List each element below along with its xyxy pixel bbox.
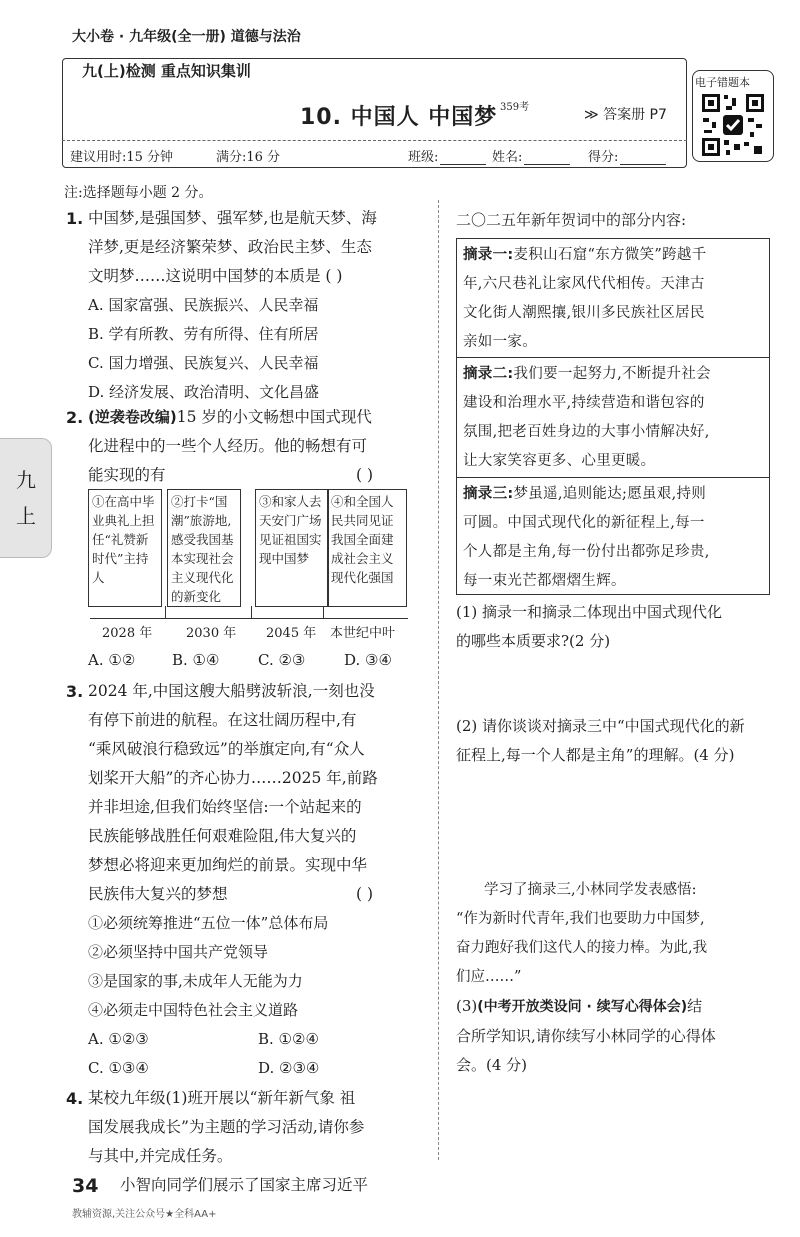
q2-option-d[interactable]: D. ③④ — [344, 651, 392, 669]
name-label: 姓名: — [492, 150, 523, 165]
question-3-items — [88, 909, 428, 1025]
q3-stem-line: 有停下前进的航程。在这壮阔历程中,有 — [88, 711, 357, 729]
q1-stem-line: 洋梦,更是经济繁荣梦、政治民主梦、生态 — [88, 238, 372, 256]
q3-stem-line: 民族伟大复兴的梦想 — [88, 885, 228, 903]
sub-question-1-line: (1) 摘录一和摘录二体现出中国式现代化 — [456, 603, 723, 621]
q3-option-c[interactable]: C. ①③④ — [88, 1059, 149, 1077]
class-label: 班级: — [408, 150, 439, 165]
q4-stem-line: 与其中,并完成任务。 — [88, 1147, 233, 1165]
side-tab-line2: 上 — [16, 504, 36, 528]
sub-question-3-prefix: (3) — [456, 997, 478, 1015]
page-number: 34 — [72, 1175, 99, 1197]
suggested-time: 建议用时:15 分钟 — [70, 150, 174, 165]
excerpt-1-line: 麦积山石窟“东方微笑”跨越千 — [513, 247, 707, 263]
sub-question-3 — [456, 992, 780, 1080]
timeline-year-2: 2030 年 — [186, 626, 237, 641]
question-1-stem — [88, 204, 428, 291]
timeline-tick — [251, 606, 252, 618]
sub-question-3-line: 会。(4 分) — [456, 1056, 528, 1074]
lesson-title: 10. 中国人 中国梦 — [300, 105, 498, 130]
q3-stem-line: 民族能够战胜任何艰难险阻,伟大复兴的 — [88, 827, 357, 845]
timeline-year-1: 2028 年 — [102, 626, 153, 641]
excerpt-2-line: 让大家笑容更多、心里更暖。 — [463, 453, 656, 469]
side-tab-label — [16, 462, 36, 534]
timeline-year-4: 本世纪中叶 — [330, 626, 396, 641]
excerpt-3-line: 可圆。中国式现代化的新征程上,每一 — [463, 515, 705, 531]
q2-stem-line: 化进程中的一些个人经历。他的畅想有可 — [88, 437, 368, 455]
q2-option-b[interactable]: B. ①④ — [172, 651, 220, 669]
q1-stem-line: 中国梦,是强国梦、强军梦,也是航天梦、海 — [88, 209, 377, 227]
q1-option-b[interactable]: B. 学有所教、劳有所得、住有所居 — [88, 325, 319, 343]
q3-stem-line: 2024 年,中国这艘大船劈波斩浪,一刻也没 — [88, 682, 375, 700]
excerpt-1-box — [456, 238, 770, 358]
qr-code-icon[interactable] — [700, 92, 766, 158]
excerpt-1-label: 摘录一: — [463, 247, 514, 263]
excerpt-2-line: 建设和治理水平,持续营造和谐包容的 — [463, 395, 705, 411]
timeline-tick — [323, 606, 324, 618]
class-field[interactable] — [408, 146, 486, 165]
excerpt-2-line: 我们要一起努力,不断提升社会 — [513, 366, 711, 382]
q4-intro: 小智向同学们展示了国家主席习近平 — [120, 1176, 369, 1194]
q3-item: ④必须走中国特色社会主义道路 — [88, 1001, 299, 1019]
q1-option-d[interactable]: D. 经济发展、政治清明、文化昌盛 — [88, 383, 320, 401]
excerpt-3-line: 梦虽遥,追则能达;愿虽艰,持则 — [513, 486, 707, 502]
sub-question-2-line: (2) 请你谈谈对摘录三中“中国式现代化的新 — [456, 717, 745, 735]
sub-question-1 — [456, 598, 776, 656]
question-4-number: 4. — [66, 1089, 84, 1108]
side-tab-line1: 九 — [16, 468, 36, 492]
q3-option-d[interactable]: D. ②③④ — [258, 1059, 320, 1077]
sub-question-3-line: 合所学知识,请你续写小林同学的心得体 — [456, 1027, 716, 1045]
sub-question-1-line: 的哪些本质要求?(2 分) — [456, 632, 611, 650]
q3-stem-line: 划桨开大船”的齐心协力……2025 年,前路 — [88, 769, 378, 787]
section-label: 九(上)检测 重点知识集训 — [78, 60, 255, 81]
xiaolin-line: 们应……” — [456, 969, 522, 985]
excerpt-3-label: 摘录三: — [463, 486, 514, 502]
q3-item: ③是国家的事,未成年人无能为力 — [88, 972, 303, 990]
excerpt-3-line: 每一束光芒都熠熠生辉。 — [463, 573, 626, 589]
excerpt-2-line: 氛围,把老百姓身边的大事小情解决好, — [463, 424, 710, 440]
q2-tag: (逆袭卷改编) — [88, 408, 177, 426]
note: 注:选择题每小题 2 分。 — [64, 185, 213, 201]
excerpt-1-line: 亲如一家。 — [463, 334, 537, 350]
q3-stem-line: “乘风破浪行稳致远”的举旗定向,有“众人 — [88, 740, 365, 758]
full-score: 满分:16 分 — [216, 150, 281, 165]
xiaolin-line: “作为新时代青年,我们也要助力中国梦, — [456, 911, 705, 927]
excerpt-1-line: 文化街人潮熙攘,银川多民族社区居民 — [463, 305, 705, 321]
timeline-card-3: ③和家人去天安门广场见证祖国实现中国梦 — [255, 489, 329, 607]
xiaolin-line: 奋力跑好我们这代人的接力棒。为此,我 — [456, 940, 708, 956]
score-field[interactable] — [588, 146, 666, 165]
answer-area-3[interactable] — [456, 1080, 772, 1160]
column-divider — [438, 200, 439, 1160]
answer-area-1[interactable] — [456, 658, 772, 708]
q2-answer-paren[interactable]: ( ) — [356, 466, 374, 484]
q4-stem-line: 某校九年级(1)班开展以“新年新气象 祖 — [88, 1089, 356, 1107]
excerpt-3-line: 个人都是主角,每一份付出都弥足珍贵, — [463, 544, 710, 560]
question-3-number: 3. — [66, 682, 84, 701]
sub-question-2 — [456, 712, 776, 770]
q3-answer-paren[interactable]: ( ) — [356, 885, 374, 903]
excerpt-2-label: 摘录二: — [463, 366, 514, 382]
question-2-number: 2. — [66, 408, 84, 427]
sub-question-3-tag: (中考开放类设问 · 续写心得体会) — [477, 999, 688, 1015]
sub-question-2-line: 征程上,每一个人都是主角”的理解。(4 分) — [456, 746, 735, 764]
q2-option-c[interactable]: C. ②③ — [258, 651, 306, 669]
timeline-card-1: ①在高中毕业典礼上担任“礼赞新时代”主持人 — [88, 489, 162, 607]
sub-question-3-line: 结 — [687, 997, 703, 1015]
q3-stem-line: 梦想必将迎来更加绚烂的前景。实现中华 — [88, 856, 368, 874]
q3-option-a[interactable]: A. ①②③ — [88, 1030, 149, 1048]
timeline-axis — [90, 618, 408, 619]
xiaolin-line: 学习了摘录三,小林同学发表感悟: — [484, 882, 697, 898]
right-heading: 二〇二五年新年贺词中的部分内容: — [456, 211, 687, 229]
footer-note: 教辅资源,关注公众号★全科AA+ — [72, 1209, 217, 1220]
timeline-tick — [165, 606, 166, 618]
q3-stem-line: 并非坦途,但我们始终坚信:一个站起来的 — [88, 798, 362, 816]
q2-stem-line: 15 岁的小文畅想中国式现代 — [176, 408, 372, 426]
q3-option-b[interactable]: B. ①②④ — [258, 1030, 319, 1048]
lesson-superscript: 359考 — [500, 102, 530, 113]
question-4-stem — [88, 1084, 428, 1200]
question-3-stem — [88, 677, 428, 909]
timeline-card-4: ④和全国人民共同见证我国全面建成社会主义现代化强国 — [327, 489, 407, 607]
answer-area-2[interactable] — [456, 772, 772, 872]
excerpt-2-box — [456, 357, 770, 478]
timeline-year-3: 2045 年 — [266, 626, 317, 641]
question-2-stem — [88, 403, 428, 490]
q2-option-a[interactable]: A. ①② — [88, 651, 136, 669]
q1-stem-line: 文明梦……这说明中国梦的本质是 ( ) — [88, 267, 343, 285]
q2-stem-line: 能实现的有 — [88, 466, 166, 484]
question-1-number: 1. — [66, 209, 84, 228]
score-label: 得分: — [588, 150, 619, 165]
q3-item: ②必须坚持中国共产党领导 — [88, 943, 269, 961]
answer-reference: ≫ 答案册 P7 — [584, 107, 667, 123]
xiaolin-reflection — [456, 876, 776, 992]
q1-option-c[interactable]: C. 国力增强、民族复兴、人民幸福 — [88, 354, 319, 372]
qr-label: 电子错题本 — [695, 76, 750, 89]
q3-item: ①必须统筹推进“五位一体”总体布局 — [88, 914, 329, 932]
excerpt-1-line: 年,六尺巷礼让家风代代相传。天津古 — [463, 276, 705, 292]
book-title: 大小卷 · 九年级(全一册) 道德与法治 — [72, 29, 301, 45]
excerpt-3-box — [456, 477, 770, 595]
timeline-card-2: ②打卡“国潮”旅游地,感受我国基本实现社会主义现代化的新变化 — [167, 489, 241, 607]
q4-stem-line: 国发展我成长”为主题的学习活动,请你参 — [88, 1118, 365, 1136]
q1-option-a[interactable]: A. 国家富强、民族振兴、人民幸福 — [88, 296, 319, 314]
name-field[interactable] — [492, 146, 570, 165]
header-separator — [62, 140, 687, 141]
question-1-options — [88, 291, 428, 407]
